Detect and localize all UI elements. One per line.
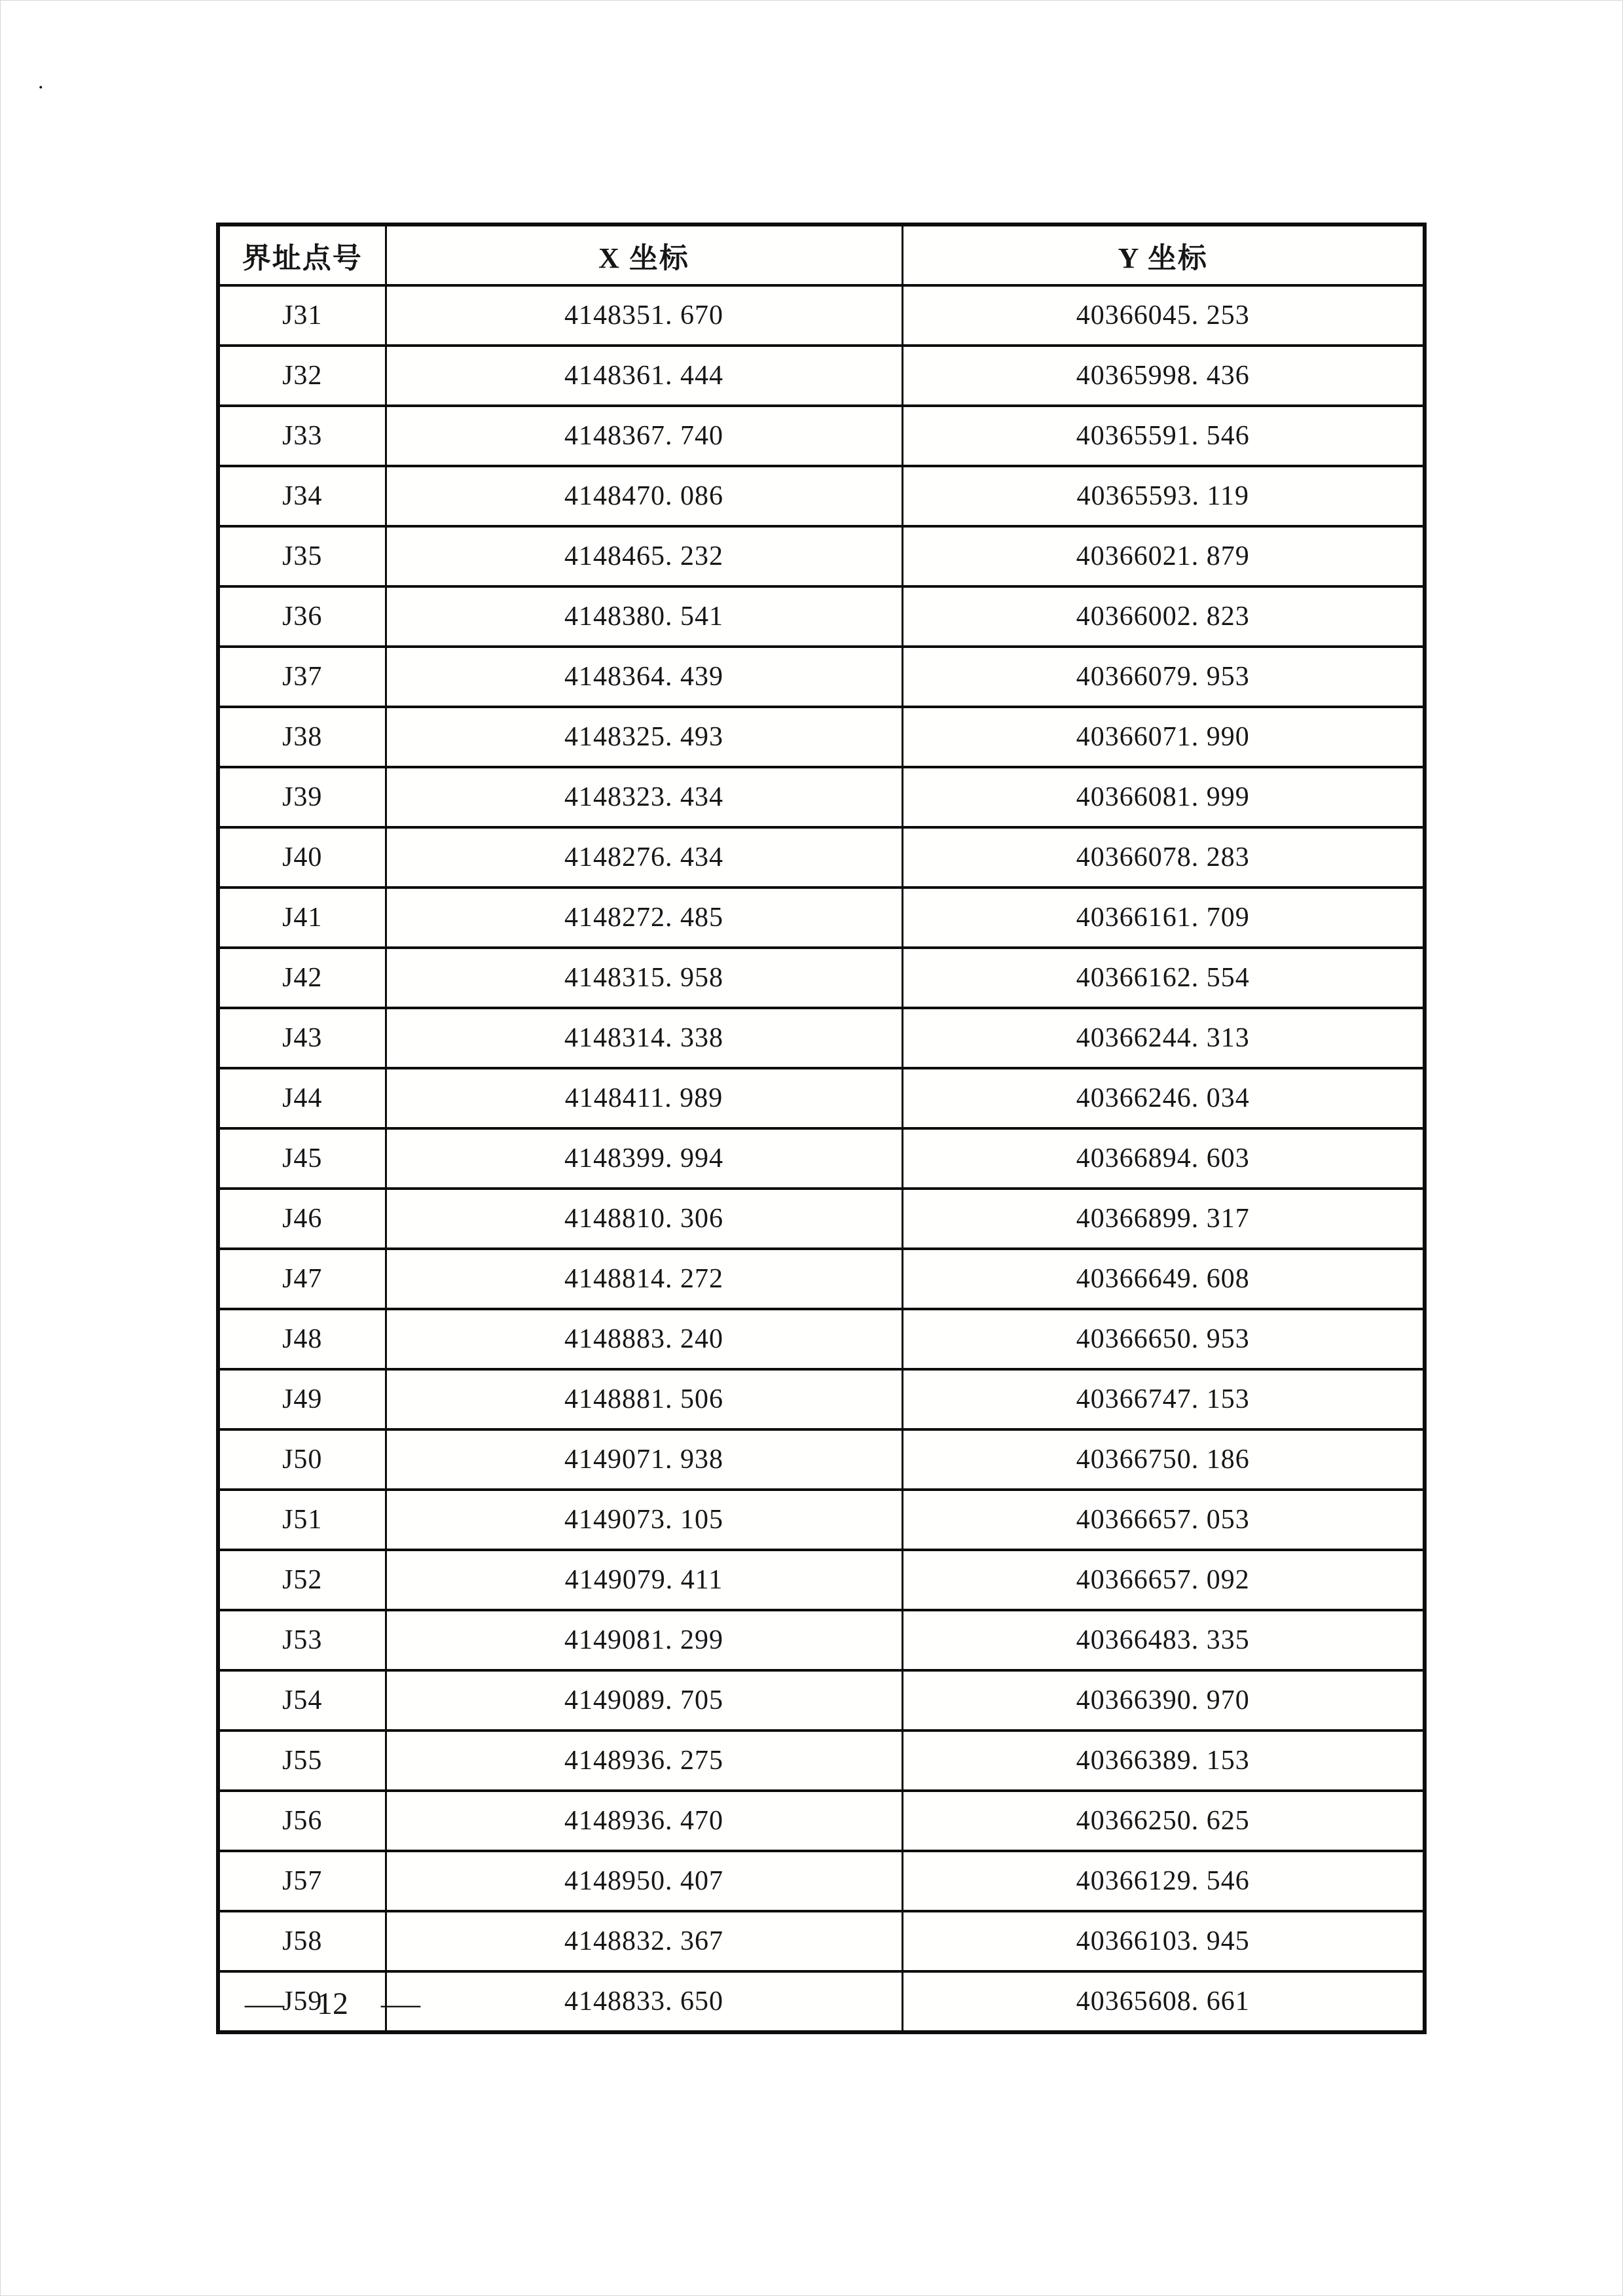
x-coordinate-cell: 4148367. 740	[386, 406, 902, 466]
table-row	[218, 1068, 1425, 1128]
x-coordinate-cell: 4148465. 232	[386, 526, 902, 586]
y-coordinate-cell: 40366021. 879	[902, 526, 1425, 586]
page-number-value: 12	[317, 1986, 348, 2021]
point-id-cell: J48	[218, 1309, 386, 1369]
table-row	[218, 707, 1425, 767]
table-row	[218, 647, 1425, 707]
point-id-cell: J43	[218, 1008, 386, 1068]
point-id-cell: J39	[218, 767, 386, 827]
y-coordinate-cell: 40366390. 970	[902, 1670, 1425, 1731]
y-coordinate-cell: 40366246. 034	[902, 1068, 1425, 1128]
header-y-coordinate: Y 坐标	[902, 224, 1425, 285]
table-row	[218, 1731, 1425, 1791]
y-coordinate-cell: 40366162. 554	[902, 948, 1425, 1008]
point-id-cell: J46	[218, 1189, 386, 1249]
y-coordinate-cell: 40366071. 990	[902, 707, 1425, 767]
y-coordinate-cell: 40366657. 092	[902, 1550, 1425, 1610]
x-coordinate-cell: 4148323. 434	[386, 767, 902, 827]
x-coordinate-cell: 4148950. 407	[386, 1851, 902, 1911]
table-row	[218, 346, 1425, 406]
y-coordinate-cell: 40366002. 823	[902, 586, 1425, 647]
y-coordinate-cell: 40366389. 153	[902, 1731, 1425, 1791]
table-row	[218, 1429, 1425, 1490]
table-row	[218, 1490, 1425, 1550]
table-row	[218, 1670, 1425, 1731]
point-id-cell: J58	[218, 1911, 386, 1971]
y-coordinate-cell: 40366081. 999	[902, 767, 1425, 827]
point-id-cell: J33	[218, 406, 386, 466]
point-id-cell: J49	[218, 1369, 386, 1429]
point-id-cell: J54	[218, 1670, 386, 1731]
page-number-dash-left: —	[245, 1986, 284, 2021]
header-x-coordinate: X 坐标	[386, 224, 902, 285]
table-row	[218, 466, 1425, 526]
y-coordinate-cell: 40366250. 625	[902, 1791, 1425, 1851]
table-header	[218, 224, 1425, 285]
table-row	[218, 1369, 1425, 1429]
table-body	[218, 285, 1425, 2032]
x-coordinate-cell: 4148325. 493	[386, 707, 902, 767]
point-id-cell: J41	[218, 888, 386, 948]
point-id-cell: J42	[218, 948, 386, 1008]
point-id-cell: J31	[218, 285, 386, 346]
table-row	[218, 586, 1425, 647]
x-coordinate-cell: 4149081. 299	[386, 1610, 902, 1670]
table-row	[218, 1851, 1425, 1911]
y-coordinate-cell: 40366103. 945	[902, 1911, 1425, 1971]
x-coordinate-cell: 4148364. 439	[386, 647, 902, 707]
point-id-cell: J35	[218, 526, 386, 586]
point-id-cell: J36	[218, 586, 386, 647]
x-coordinate-cell: 4148399. 994	[386, 1128, 902, 1189]
table-row	[218, 1791, 1425, 1851]
y-coordinate-cell: 40365998. 436	[902, 346, 1425, 406]
x-coordinate-cell: 4148315. 958	[386, 948, 902, 1008]
stray-dot-mark: .	[38, 69, 44, 94]
y-coordinate-cell: 40366079. 953	[902, 647, 1425, 707]
y-coordinate-cell: 40366483. 335	[902, 1610, 1425, 1670]
point-id-cell: J52	[218, 1550, 386, 1610]
x-coordinate-cell: 4149071. 938	[386, 1429, 902, 1490]
page-number-dash-right: —	[381, 1986, 420, 2021]
boundary-point-coordinate-table	[216, 223, 1427, 2034]
table-row	[218, 1550, 1425, 1610]
y-coordinate-cell: 40366750. 186	[902, 1429, 1425, 1490]
x-coordinate-cell: 4148272. 485	[386, 888, 902, 948]
point-id-cell: J34	[218, 466, 386, 526]
table-row	[218, 1189, 1425, 1249]
y-coordinate-cell: 40366649. 608	[902, 1249, 1425, 1309]
x-coordinate-cell: 4148833. 650	[386, 1971, 902, 2032]
x-coordinate-cell: 4148936. 470	[386, 1791, 902, 1851]
y-coordinate-cell: 40365591. 546	[902, 406, 1425, 466]
x-coordinate-cell: 4148411. 989	[386, 1068, 902, 1128]
y-coordinate-cell: 40366747. 153	[902, 1369, 1425, 1429]
x-coordinate-cell: 4148832. 367	[386, 1911, 902, 1971]
point-id-cell: J51	[218, 1490, 386, 1550]
table-row	[218, 1128, 1425, 1189]
table-row	[218, 888, 1425, 948]
page-number	[245, 1986, 420, 2021]
point-id-cell: J45	[218, 1128, 386, 1189]
point-id-cell: J57	[218, 1851, 386, 1911]
point-id-cell: J37	[218, 647, 386, 707]
table-row	[218, 1911, 1425, 1971]
point-id-cell: J47	[218, 1249, 386, 1309]
point-id-cell: J38	[218, 707, 386, 767]
table-row	[218, 406, 1425, 466]
x-coordinate-cell: 4148810. 306	[386, 1189, 902, 1249]
x-coordinate-cell: 4149073. 105	[386, 1490, 902, 1550]
y-coordinate-cell: 40366894. 603	[902, 1128, 1425, 1189]
point-id-cell: J56	[218, 1791, 386, 1851]
y-coordinate-cell: 40366650. 953	[902, 1309, 1425, 1369]
table-row	[218, 285, 1425, 346]
y-coordinate-cell: 40365593. 119	[902, 466, 1425, 526]
point-id-cell: J32	[218, 346, 386, 406]
x-coordinate-cell: 4148351. 670	[386, 285, 902, 346]
y-coordinate-cell: 40366161. 709	[902, 888, 1425, 948]
point-id-cell: J53	[218, 1610, 386, 1670]
x-coordinate-cell: 4149079. 411	[386, 1550, 902, 1610]
x-coordinate-cell: 4148814. 272	[386, 1249, 902, 1309]
table-row	[218, 827, 1425, 888]
point-id-cell: J44	[218, 1068, 386, 1128]
y-coordinate-cell: 40366244. 313	[902, 1008, 1425, 1068]
point-id-cell: J40	[218, 827, 386, 888]
y-coordinate-cell: 40366129. 546	[902, 1851, 1425, 1911]
table-row	[218, 948, 1425, 1008]
y-coordinate-cell: 40366045. 253	[902, 285, 1425, 346]
x-coordinate-cell: 4148380. 541	[386, 586, 902, 647]
point-id-cell: J50	[218, 1429, 386, 1490]
y-coordinate-cell: 40366657. 053	[902, 1490, 1425, 1550]
table-row	[218, 526, 1425, 586]
table-row	[218, 1008, 1425, 1068]
y-coordinate-cell: 40366899. 317	[902, 1189, 1425, 1249]
table-header-row	[218, 224, 1425, 285]
x-coordinate-cell: 4148314. 338	[386, 1008, 902, 1068]
x-coordinate-cell: 4148470. 086	[386, 466, 902, 526]
point-id-cell: J59	[218, 1971, 386, 2032]
x-coordinate-cell: 4148936. 275	[386, 1731, 902, 1791]
x-coordinate-cell: 4149089. 705	[386, 1670, 902, 1731]
x-coordinate-cell: 4148361. 444	[386, 346, 902, 406]
x-coordinate-cell: 4148883. 240	[386, 1309, 902, 1369]
x-coordinate-cell: 4148276. 434	[386, 827, 902, 888]
table-row	[218, 1249, 1425, 1309]
table-row	[218, 1610, 1425, 1670]
point-id-cell: J55	[218, 1731, 386, 1791]
table-row	[218, 1309, 1425, 1369]
x-coordinate-cell: 4148881. 506	[386, 1369, 902, 1429]
y-coordinate-cell: 40366078. 283	[902, 827, 1425, 888]
header-point-id: 界址点号	[218, 224, 386, 285]
table-row	[218, 767, 1425, 827]
y-coordinate-cell: 40365608. 661	[902, 1971, 1425, 2032]
